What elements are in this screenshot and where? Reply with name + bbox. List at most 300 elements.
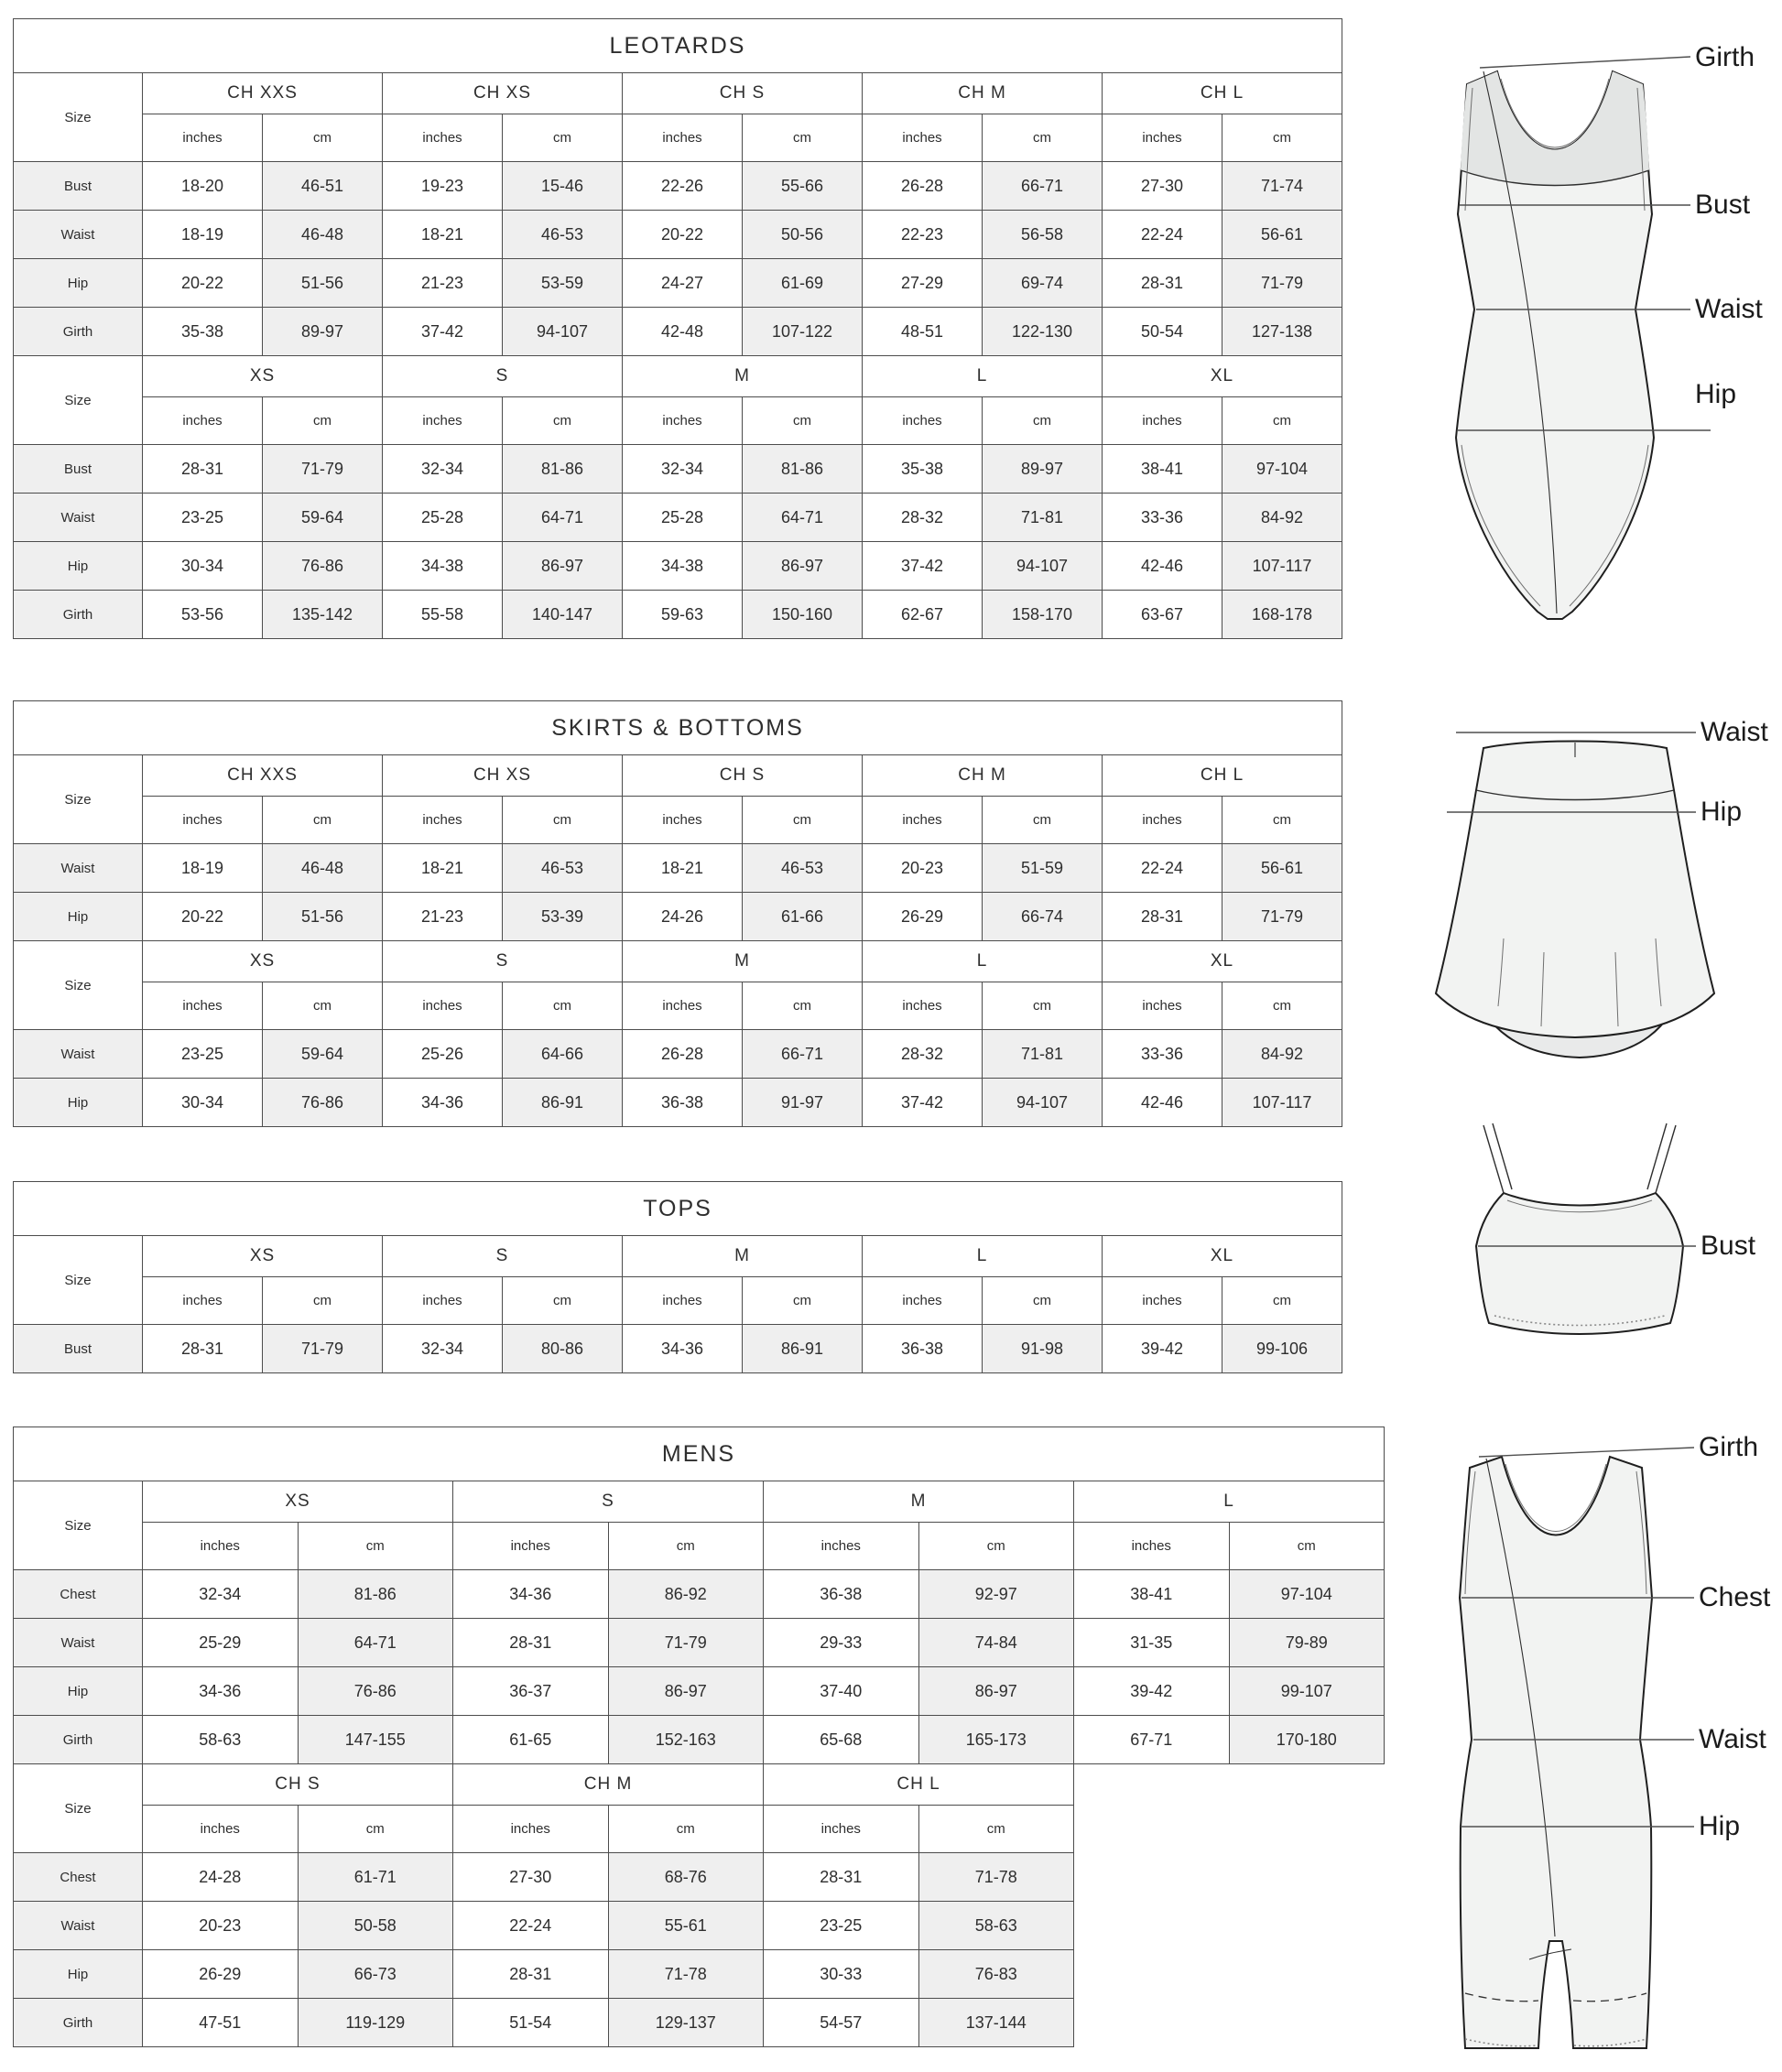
unit-header: inches xyxy=(143,982,263,1030)
unit-header: cm xyxy=(503,1277,623,1325)
measurement-cell: 86-91 xyxy=(503,1079,623,1127)
measurement-cell: 28-32 xyxy=(863,494,983,542)
size-column-header: Size xyxy=(14,356,143,445)
measurement-cell: 27-30 xyxy=(453,1853,609,1902)
unit-header: cm xyxy=(743,1277,863,1325)
unit-header: inches xyxy=(863,982,983,1030)
measurement-cell: 18-20 xyxy=(143,162,263,211)
measurement-cell: 15-46 xyxy=(503,162,623,211)
size-column-header: Size xyxy=(14,755,143,844)
measurement-cell: 55-61 xyxy=(608,1902,764,1950)
unit-header: inches xyxy=(383,114,503,162)
measurement-cell: 22-24 xyxy=(1103,211,1222,259)
unit-header: inches xyxy=(764,1523,919,1570)
measurement-cell: 25-28 xyxy=(623,494,743,542)
measurement-cell: 86-97 xyxy=(918,1667,1074,1716)
measurement-cell: 150-160 xyxy=(743,591,863,639)
unit-header: cm xyxy=(263,982,383,1030)
measurement-cell: 89-97 xyxy=(263,308,383,356)
size-column-header: Size xyxy=(14,73,143,162)
size-group-header: XL xyxy=(1103,1236,1342,1277)
measurement-cell: 80-86 xyxy=(503,1325,623,1373)
size-group-header: S xyxy=(383,1236,623,1277)
measurement-cell: 68-76 xyxy=(608,1853,764,1902)
measurement-cell: 47-51 xyxy=(143,1999,299,2047)
size-group-header: S xyxy=(383,356,623,397)
measurement-cell: 46-53 xyxy=(743,844,863,893)
measure-row-label: Waist xyxy=(14,1030,143,1079)
measure-row-label: Chest xyxy=(14,1853,143,1902)
measurement-cell: 79-89 xyxy=(1229,1619,1385,1667)
measurement-cell: 137-144 xyxy=(918,1999,1074,2047)
unit-header: cm xyxy=(298,1523,453,1570)
skirts-table-section-1 xyxy=(13,940,1342,1127)
measurement-cell: 135-142 xyxy=(263,591,383,639)
size-group-header: XS xyxy=(143,941,383,982)
measure-row-label: Waist xyxy=(14,1902,143,1950)
measurement-cell: 76-86 xyxy=(263,1079,383,1127)
measurement-cell: 71-78 xyxy=(608,1950,764,1999)
measurement-cell: 152-163 xyxy=(608,1716,764,1764)
measurement-cell: 21-23 xyxy=(383,893,503,941)
measurement-cell: 36-38 xyxy=(623,1079,743,1127)
unit-header: cm xyxy=(743,397,863,445)
measurement-cell: 71-79 xyxy=(608,1619,764,1667)
measure-row-label: Hip xyxy=(14,1950,143,1999)
measurement-cell: 66-71 xyxy=(743,1030,863,1079)
unit-header: inches xyxy=(1103,114,1222,162)
unit-header: cm xyxy=(503,397,623,445)
tops-table-section-0 xyxy=(13,1181,1342,1373)
unit-header: cm xyxy=(503,982,623,1030)
size-group-header: M xyxy=(623,356,863,397)
unit-header: inches xyxy=(623,397,743,445)
size-group-header: CH XS xyxy=(383,73,623,114)
measurement-cell: 64-71 xyxy=(743,494,863,542)
unit-header: cm xyxy=(983,1277,1103,1325)
unit-header: cm xyxy=(263,397,383,445)
measurement-cell: 34-38 xyxy=(383,542,503,591)
measure-row-label: Girth xyxy=(14,591,143,639)
measurement-cell: 99-107 xyxy=(1229,1667,1385,1716)
measurement-cell: 35-38 xyxy=(143,308,263,356)
measurement-cell: 32-34 xyxy=(383,445,503,494)
measurement-cell: 28-31 xyxy=(143,1325,263,1373)
measurement-cell: 18-19 xyxy=(143,844,263,893)
measurement-cell: 20-22 xyxy=(143,259,263,308)
measurement-cell: 59-64 xyxy=(263,494,383,542)
unit-header: cm xyxy=(983,982,1103,1030)
measurement-cell: 69-74 xyxy=(983,259,1103,308)
measure-row-label: Hip xyxy=(14,1667,143,1716)
measurement-cell: 20-23 xyxy=(143,1902,299,1950)
unit-header: inches xyxy=(1103,1277,1222,1325)
measurement-cell: 46-48 xyxy=(263,844,383,893)
measurement-cell: 86-92 xyxy=(608,1570,764,1619)
measurement-cell: 37-40 xyxy=(764,1667,919,1716)
measurement-cell: 42-46 xyxy=(1103,1079,1222,1127)
size-group-header: L xyxy=(1074,1481,1385,1523)
unit-header: inches xyxy=(863,797,983,844)
measurement-cell: 89-97 xyxy=(983,445,1103,494)
measurement-cell: 84-92 xyxy=(1222,1030,1342,1079)
skirts-title: SKIRTS & BOTTOMS xyxy=(14,701,1342,755)
measurement-cell: 42-46 xyxy=(1103,542,1222,591)
measurement-cell: 19-23 xyxy=(383,162,503,211)
measurement-cell: 51-54 xyxy=(453,1999,609,2047)
size-group-header: CH S xyxy=(623,755,863,797)
leotard-illustration xyxy=(1392,18,1782,641)
measurement-cell: 94-107 xyxy=(983,542,1103,591)
measurement-cell: 91-97 xyxy=(743,1079,863,1127)
measurement-cell: 84-92 xyxy=(1222,494,1342,542)
unit-header: cm xyxy=(1222,1277,1342,1325)
measurement-cell: 51-59 xyxy=(983,844,1103,893)
unit-header: cm xyxy=(503,797,623,844)
size-column-header: Size xyxy=(14,1481,143,1570)
size-group-header: XS xyxy=(143,356,383,397)
measure-row-label: Bust xyxy=(14,445,143,494)
unit-header: cm xyxy=(263,797,383,844)
measurement-cell: 28-31 xyxy=(453,1950,609,1999)
mens-table-section-1 xyxy=(13,1763,1074,2047)
leotards-table-section-0 xyxy=(13,18,1342,356)
measurement-cell: 22-24 xyxy=(1103,844,1222,893)
measurement-cell: 37-42 xyxy=(863,542,983,591)
size-group-header: L xyxy=(863,941,1103,982)
measurement-cell: 55-66 xyxy=(743,162,863,211)
size-group-header: XL xyxy=(1103,356,1342,397)
unit-header: cm xyxy=(608,1806,764,1853)
crop-top-bust-label: Bust xyxy=(1701,1231,1756,1261)
measurement-cell: 22-23 xyxy=(863,211,983,259)
unit-header: cm xyxy=(983,797,1103,844)
measurement-cell: 71-81 xyxy=(983,1030,1103,1079)
measurement-cell: 23-25 xyxy=(143,494,263,542)
tops-title: TOPS xyxy=(14,1182,1342,1236)
measurement-cell: 147-155 xyxy=(298,1716,453,1764)
measurement-cell: 20-23 xyxy=(863,844,983,893)
measure-row-label: Girth xyxy=(14,1716,143,1764)
measurement-cell: 34-38 xyxy=(623,542,743,591)
measurement-cell: 24-26 xyxy=(623,893,743,941)
measurement-cell: 46-51 xyxy=(263,162,383,211)
measurement-cell: 66-74 xyxy=(983,893,1103,941)
measurement-cell: 67-71 xyxy=(1074,1716,1230,1764)
measurement-cell: 61-65 xyxy=(453,1716,609,1764)
unit-header: inches xyxy=(1103,982,1222,1030)
measurement-cell: 51-56 xyxy=(263,893,383,941)
leotard-girth-label: Girth xyxy=(1695,42,1755,72)
unit-header: cm xyxy=(298,1806,453,1853)
measurement-cell: 165-173 xyxy=(918,1716,1074,1764)
measurement-cell: 56-58 xyxy=(983,211,1103,259)
mens-chest-label: Chest xyxy=(1699,1582,1771,1612)
measurement-cell: 74-84 xyxy=(918,1619,1074,1667)
measurement-cell: 30-34 xyxy=(143,542,263,591)
unit-header: cm xyxy=(918,1523,1074,1570)
size-group-header: CH S xyxy=(623,73,863,114)
measurement-cell: 30-34 xyxy=(143,1079,263,1127)
measurement-cell: 38-41 xyxy=(1074,1570,1230,1619)
measurement-cell: 22-26 xyxy=(623,162,743,211)
unit-header: inches xyxy=(764,1806,919,1853)
measurement-cell: 48-51 xyxy=(863,308,983,356)
measurement-cell: 158-170 xyxy=(983,591,1103,639)
measurement-cell: 18-21 xyxy=(383,844,503,893)
unit-header: cm xyxy=(743,797,863,844)
measure-row-label: Bust xyxy=(14,1325,143,1373)
measurement-cell: 91-98 xyxy=(983,1325,1103,1373)
size-group-header: CH L xyxy=(1103,73,1342,114)
measurement-cell: 71-74 xyxy=(1222,162,1342,211)
measurement-cell: 71-78 xyxy=(918,1853,1074,1902)
size-group-header: CH XXS xyxy=(143,755,383,797)
measurement-cell: 23-25 xyxy=(143,1030,263,1079)
measurement-cell: 76-83 xyxy=(918,1950,1074,1999)
measurement-cell: 59-63 xyxy=(623,591,743,639)
mens-table-section-0 xyxy=(13,1427,1385,1764)
measurement-cell: 34-36 xyxy=(383,1079,503,1127)
measurement-cell: 28-31 xyxy=(143,445,263,494)
size-column-header: Size xyxy=(14,941,143,1030)
measurement-cell: 21-23 xyxy=(383,259,503,308)
unit-header: inches xyxy=(143,1523,299,1570)
unit-header: cm xyxy=(1222,982,1342,1030)
unit-header: inches xyxy=(623,797,743,844)
measurement-cell: 29-33 xyxy=(764,1619,919,1667)
measurement-cell: 122-130 xyxy=(983,308,1103,356)
leotard-hip-label: Hip xyxy=(1695,379,1737,409)
unit-header: cm xyxy=(1229,1523,1385,1570)
measurement-cell: 18-19 xyxy=(143,211,263,259)
measurement-cell: 50-54 xyxy=(1103,308,1222,356)
skirt-waist-label: Waist xyxy=(1701,717,1768,747)
crop-top-garment-sketch xyxy=(1476,1123,1683,1334)
measurement-cell: 53-39 xyxy=(503,893,623,941)
skirt-illustration xyxy=(1392,691,1782,1067)
measurement-cell: 26-29 xyxy=(863,893,983,941)
measurement-cell: 54-57 xyxy=(764,1999,919,2047)
measurement-cell: 86-97 xyxy=(743,542,863,591)
measurement-cell: 66-73 xyxy=(298,1950,453,1999)
measurement-cell: 23-25 xyxy=(764,1902,919,1950)
unit-header: inches xyxy=(383,1277,503,1325)
measurement-cell: 36-38 xyxy=(764,1570,919,1619)
size-group-header: XL xyxy=(1103,941,1342,982)
mens-title: MENS xyxy=(14,1427,1385,1481)
measurement-cell: 71-79 xyxy=(1222,259,1342,308)
measurement-cell: 42-48 xyxy=(623,308,743,356)
measurement-cell: 129-137 xyxy=(608,1999,764,2047)
measure-row-label: Hip xyxy=(14,1079,143,1127)
mens-waist-label: Waist xyxy=(1699,1724,1766,1754)
measurement-cell: 31-35 xyxy=(1074,1619,1230,1667)
measure-row-label: Girth xyxy=(14,308,143,356)
unit-header: inches xyxy=(143,397,263,445)
measurement-cell: 25-29 xyxy=(143,1619,299,1667)
measurement-cell: 76-86 xyxy=(298,1667,453,1716)
unit-header: inches xyxy=(623,114,743,162)
measure-row-label: Waist xyxy=(14,1619,143,1667)
measurement-cell: 39-42 xyxy=(1103,1325,1222,1373)
unit-header: inches xyxy=(1074,1523,1230,1570)
leotards-size-chart xyxy=(13,18,1342,639)
measure-row-label: Waist xyxy=(14,211,143,259)
measurement-cell: 46-48 xyxy=(263,211,383,259)
measurement-cell: 25-26 xyxy=(383,1030,503,1079)
measurement-cell: 26-29 xyxy=(143,1950,299,1999)
unit-header: cm xyxy=(263,114,383,162)
measurement-cell: 99-106 xyxy=(1222,1325,1342,1373)
unit-header: inches xyxy=(143,1806,299,1853)
measurement-cell: 59-64 xyxy=(263,1030,383,1079)
skirts-table-section-0 xyxy=(13,700,1342,941)
unit-header: cm xyxy=(983,397,1103,445)
tops-size-chart xyxy=(13,1181,1342,1373)
unit-header: inches xyxy=(863,397,983,445)
measurement-cell: 65-68 xyxy=(764,1716,919,1764)
measurement-cell: 119-129 xyxy=(298,1999,453,2047)
measurement-cell: 61-69 xyxy=(743,259,863,308)
measurement-cell: 64-71 xyxy=(503,494,623,542)
measurement-cell: 25-28 xyxy=(383,494,503,542)
size-group-header: CH M xyxy=(453,1764,764,1806)
size-group-header: M xyxy=(764,1481,1074,1523)
unit-header: inches xyxy=(383,397,503,445)
measurement-cell: 107-117 xyxy=(1222,542,1342,591)
measurement-cell: 18-21 xyxy=(623,844,743,893)
size-group-header: M xyxy=(623,941,863,982)
measurement-cell: 81-86 xyxy=(298,1570,453,1619)
size-group-header: S xyxy=(453,1481,764,1523)
measurement-cell: 170-180 xyxy=(1229,1716,1385,1764)
unit-header: cm xyxy=(263,1277,383,1325)
measurement-cell: 71-81 xyxy=(983,494,1103,542)
measurement-cell: 27-29 xyxy=(863,259,983,308)
unit-header: inches xyxy=(143,1277,263,1325)
measurement-cell: 18-21 xyxy=(383,211,503,259)
measurement-cell: 28-31 xyxy=(764,1853,919,1902)
measurement-cell: 71-79 xyxy=(263,1325,383,1373)
measurement-cell: 53-56 xyxy=(143,591,263,639)
measurement-cell: 50-58 xyxy=(298,1902,453,1950)
measurement-cell: 36-38 xyxy=(863,1325,983,1373)
size-group-header: S xyxy=(383,941,623,982)
measurement-cell: 36-37 xyxy=(453,1667,609,1716)
size-group-header: CH M xyxy=(863,73,1103,114)
measurement-cell: 34-36 xyxy=(623,1325,743,1373)
unit-header: inches xyxy=(863,114,983,162)
measurement-cell: 33-36 xyxy=(1103,494,1222,542)
size-column-header: Size xyxy=(14,1236,143,1325)
size-group-header: L xyxy=(863,1236,1103,1277)
size-group-header: CH XS xyxy=(383,755,623,797)
unit-header: inches xyxy=(453,1523,609,1570)
measurement-cell: 53-59 xyxy=(503,259,623,308)
unit-header: cm xyxy=(743,982,863,1030)
measurement-cell: 32-34 xyxy=(383,1325,503,1373)
leotard-garment-sketch xyxy=(1456,71,1654,619)
measurement-cell: 46-53 xyxy=(503,211,623,259)
mens-hip-label: Hip xyxy=(1699,1811,1741,1841)
measurement-cell: 94-107 xyxy=(503,308,623,356)
measurement-cell: 32-34 xyxy=(143,1570,299,1619)
measurement-cell: 81-86 xyxy=(503,445,623,494)
measurement-cell: 61-71 xyxy=(298,1853,453,1902)
measurement-cell: 37-42 xyxy=(383,308,503,356)
measurement-cell: 34-36 xyxy=(143,1667,299,1716)
size-group-header: M xyxy=(623,1236,863,1277)
measurement-cell: 86-91 xyxy=(743,1325,863,1373)
measure-row-label: Hip xyxy=(14,893,143,941)
unit-header: inches xyxy=(143,797,263,844)
mens-size-chart xyxy=(13,1427,1385,2047)
measurement-cell: 46-53 xyxy=(503,844,623,893)
measurement-cell: 20-22 xyxy=(623,211,743,259)
measurement-cell: 38-41 xyxy=(1103,445,1222,494)
unit-header: inches xyxy=(383,797,503,844)
measurement-cell: 168-178 xyxy=(1222,591,1342,639)
unit-header: cm xyxy=(1222,114,1342,162)
unit-header: cm xyxy=(743,114,863,162)
mens-garment-sketch xyxy=(1460,1457,1652,2048)
measurement-cell: 22-24 xyxy=(453,1902,609,1950)
unit-header: inches xyxy=(1103,397,1222,445)
skirt-garment-sketch xyxy=(1436,742,1714,1058)
measurement-cell: 71-79 xyxy=(1222,893,1342,941)
measurement-cell: 51-56 xyxy=(263,259,383,308)
measure-row-label: Waist xyxy=(14,494,143,542)
measurement-cell: 64-66 xyxy=(503,1030,623,1079)
unit-header: inches xyxy=(1103,797,1222,844)
measurement-cell: 27-30 xyxy=(1103,162,1222,211)
measurement-cell: 26-28 xyxy=(623,1030,743,1079)
unit-header: inches xyxy=(623,1277,743,1325)
size-group-header: XS xyxy=(143,1236,383,1277)
measurement-cell: 61-66 xyxy=(743,893,863,941)
measurement-cell: 50-56 xyxy=(743,211,863,259)
measurement-cell: 86-97 xyxy=(503,542,623,591)
measurement-cell: 94-107 xyxy=(983,1079,1103,1127)
measurement-cell: 32-34 xyxy=(623,445,743,494)
measurement-cell: 56-61 xyxy=(1222,211,1342,259)
size-group-header: CH M xyxy=(863,755,1103,797)
measurement-cell: 56-61 xyxy=(1222,844,1342,893)
size-group-header: CH XXS xyxy=(143,73,383,114)
size-group-header: CH L xyxy=(764,1764,1074,1806)
measurement-cell: 24-28 xyxy=(143,1853,299,1902)
measurement-cell: 20-22 xyxy=(143,893,263,941)
measurement-cell: 55-58 xyxy=(383,591,503,639)
unit-header: inches xyxy=(623,982,743,1030)
skirt-hip-label: Hip xyxy=(1701,797,1743,827)
measure-row-label: Girth xyxy=(14,1999,143,2047)
unit-header: inches xyxy=(863,1277,983,1325)
unit-header: inches xyxy=(383,982,503,1030)
unit-header: inches xyxy=(143,114,263,162)
unit-header: cm xyxy=(1222,797,1342,844)
measure-row-label: Hip xyxy=(14,542,143,591)
measurement-cell: 30-33 xyxy=(764,1950,919,1999)
measurement-cell: 76-86 xyxy=(263,542,383,591)
measurement-cell: 97-104 xyxy=(1222,445,1342,494)
measurement-cell: 39-42 xyxy=(1074,1667,1230,1716)
size-column-header: Size xyxy=(14,1764,143,1853)
measurement-cell: 58-63 xyxy=(918,1902,1074,1950)
unit-header: cm xyxy=(983,114,1103,162)
measurement-cell: 28-32 xyxy=(863,1030,983,1079)
